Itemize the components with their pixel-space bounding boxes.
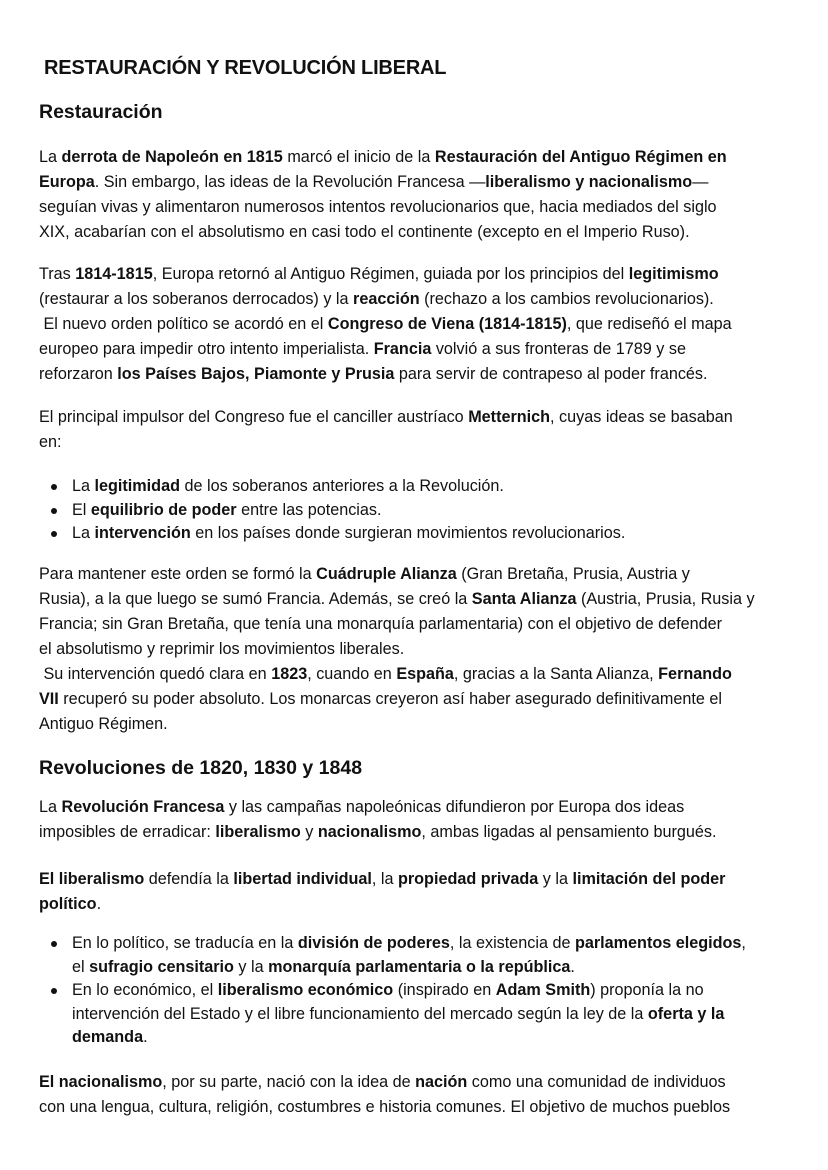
text-run: Tras	[39, 265, 76, 283]
bold-text: España	[396, 665, 454, 683]
text-run: y las campañas napoleónicas difundieron por Europa dos ideas	[224, 798, 685, 816]
text-run: y la	[233, 957, 269, 976]
bullet-icon	[51, 484, 57, 490]
paragraph	[39, 262, 732, 387]
list-item	[39, 522, 625, 546]
text-run: imposibles de erradicar:	[39, 823, 216, 841]
list-item	[39, 475, 625, 499]
text-run: En lo económico, el	[72, 981, 218, 999]
text-run: , gracias a la Santa Alianza,	[453, 665, 659, 683]
text-run: (rechazo a los cambios revolucionarios).	[419, 290, 714, 308]
bold-text: nación	[415, 1073, 468, 1091]
text-line	[39, 587, 755, 612]
text-run: , la	[371, 870, 398, 888]
text-run: Su intervención quedó clara en	[39, 665, 272, 683]
bold-text: liberalismo económico	[217, 981, 394, 999]
text-line	[72, 499, 625, 523]
text-line	[39, 430, 733, 455]
bold-text: oferta y la	[647, 1004, 725, 1023]
text-run: seguían vivas y alimentaron numerosos intentos revolucionarios que, hacia mediados del siglo	[39, 198, 717, 216]
text-run: ) proponía la no	[590, 981, 704, 999]
bold-text: legitimismo	[628, 265, 719, 283]
bold-text: Restauración del Antiguo Régimen en	[434, 148, 727, 166]
text-run: , Europa retornó al Antiguo Régimen, guiada por los principios del	[152, 265, 629, 283]
list-item	[39, 932, 746, 979]
text-line	[39, 637, 755, 662]
text-line	[39, 1070, 730, 1095]
text-line	[39, 262, 732, 287]
bold-text: Santa Alianza	[471, 590, 577, 608]
text-line	[39, 220, 727, 245]
text-line	[72, 475, 625, 499]
text-run: El principal impulsor del Congreso fue el canciller austríaco	[39, 408, 469, 426]
text-run: el	[72, 957, 90, 976]
bold-text: limitación del poder	[572, 870, 726, 888]
bold-text: sufragio censitario	[89, 957, 234, 976]
text-line	[39, 820, 717, 845]
bold-text: liberalismo y nacionalismo	[485, 173, 693, 191]
list-item	[39, 979, 746, 1050]
text-line	[39, 405, 733, 430]
text-run: En lo político, se traducía en la	[72, 934, 298, 952]
text-line	[39, 362, 732, 387]
text-run: , que rediseñó el mapa	[566, 315, 732, 333]
text-line	[39, 795, 717, 820]
text-run: (inspirado en	[393, 981, 496, 999]
text-run: y	[300, 823, 318, 841]
paragraph	[39, 562, 755, 737]
text-run: ,	[741, 934, 746, 952]
text-run: europeo para impedir otro intento imperialista.	[39, 340, 374, 358]
bold-text: demanda	[72, 1028, 144, 1046]
bold-text: propiedad privada	[397, 870, 539, 888]
text-run: La	[39, 148, 62, 166]
bold-text: Metternich	[468, 408, 551, 426]
text-run: defendía la	[144, 870, 234, 888]
text-run: en:	[39, 433, 62, 451]
text-run: , ambas ligadas al pensamiento burgués.	[421, 823, 717, 841]
paragraph	[39, 405, 733, 455]
text-run: reforzaron	[39, 365, 118, 383]
text-run: . Sin embargo, las ideas de la Revolución Francesa —	[94, 173, 486, 191]
bold-text: Revolución Francesa	[61, 798, 225, 816]
text-run: volvió a sus fronteras de 1789 y se	[431, 340, 686, 358]
text-run: Para mantener este orden se formó la	[39, 565, 317, 583]
bold-text: reacción	[353, 290, 420, 308]
text-run: el absolutismo y reprimir los movimientos liberales.	[39, 640, 405, 658]
paragraph	[39, 145, 727, 245]
bullet-list	[39, 475, 625, 546]
text-run: El	[72, 500, 91, 519]
paragraph	[39, 795, 717, 845]
text-line	[72, 979, 746, 1003]
text-run: La	[72, 524, 95, 542]
text-run: y la	[538, 870, 573, 888]
text-run: Rusia), a la que luego se sumó Francia. Además, se creó la	[39, 590, 472, 608]
bold-text: Fernando	[658, 665, 732, 683]
bold-text: Adam Smith	[495, 981, 591, 999]
text-run: intervención del Estado y el libre funcionamiento del mercado según la ley de la	[72, 1004, 648, 1023]
text-run: —	[692, 173, 709, 191]
bold-text: nacionalismo	[317, 823, 422, 841]
text-line	[72, 932, 746, 956]
bold-text: VII	[39, 690, 59, 708]
text-run: marcó el inicio de la	[282, 148, 435, 166]
text-line	[39, 662, 755, 687]
bold-text: monarquía parlamentaria o la república	[268, 957, 571, 976]
text-line	[39, 687, 755, 712]
text-run: .	[96, 895, 102, 913]
text-line	[39, 612, 755, 637]
section-heading: Restauración	[39, 101, 163, 123]
text-line	[39, 337, 732, 362]
text-line	[39, 1095, 730, 1120]
bullet-icon	[51, 531, 57, 537]
text-run: , por su parte, nació con la idea de	[162, 1073, 416, 1091]
text-run: La	[39, 798, 62, 816]
text-run: , cuando en	[307, 665, 397, 683]
text-line	[39, 867, 725, 892]
bold-text: El liberalismo	[39, 870, 145, 888]
text-line	[72, 522, 625, 546]
bold-text: El nacionalismo	[39, 1073, 163, 1091]
bold-text: 1823	[271, 665, 308, 683]
text-line	[39, 170, 727, 195]
bold-text: los Países Bajos, Piamonte y Prusia	[117, 365, 395, 383]
text-line	[39, 562, 755, 587]
paragraph	[39, 1070, 730, 1120]
text-run: en los países donde surgieran movimientos revolucionarios.	[190, 524, 626, 542]
bold-text: parlamentos elegidos	[574, 934, 742, 952]
text-line	[39, 287, 732, 312]
text-run: (restaurar a los soberanos derrocados) y la	[39, 290, 354, 308]
list-item	[39, 499, 625, 523]
bullet-icon	[51, 988, 57, 994]
text-line	[72, 1026, 746, 1050]
text-run: La	[72, 477, 95, 495]
bold-text: intervención	[94, 524, 191, 542]
text-line	[72, 956, 746, 980]
document-title: RESTAURACIÓN Y REVOLUCIÓN LIBERAL	[44, 57, 447, 79]
bold-text: Congreso de Viena (1814-1815)	[327, 315, 567, 333]
text-run: Antiguo Régimen.	[39, 715, 168, 733]
text-run: El nuevo orden político se acordó en el	[39, 315, 328, 333]
text-run: Francia; sin Gran Bretaña, que tenía una monarquía parlamentaria) con el objetivo de defender	[39, 615, 722, 633]
bold-text: político	[39, 895, 97, 913]
bold-text: liberalismo	[215, 823, 301, 841]
bullet-icon	[51, 941, 57, 947]
bold-text: 1814-1815	[75, 265, 153, 283]
text-run: con una lengua, cultura, religión, costumbres e historia comunes. El objetivo de muchos pueblos	[39, 1098, 731, 1116]
text-run: .	[143, 1028, 148, 1046]
text-run: recuperó su poder absoluto. Los monarcas creyeron así haber asegurado definitivamente el	[58, 690, 722, 708]
bold-text: derrota de Napoleón en 1815	[61, 148, 283, 166]
bullet-list	[39, 932, 746, 1050]
bullet-icon	[51, 508, 57, 514]
text-run: , cuyas ideas se basaban	[550, 408, 733, 426]
text-line	[39, 312, 732, 337]
text-line	[72, 1003, 746, 1027]
text-run: entre las potencias.	[236, 500, 382, 519]
text-run: (Austria, Prusia, Rusia y	[576, 590, 755, 608]
section-heading: Revoluciones de 1820, 1830 y 1848	[39, 757, 363, 779]
text-run: (Gran Bretaña, Prusia, Austria y	[456, 565, 690, 583]
text-run: de los soberanos anteriores a la Revolución.	[179, 477, 504, 495]
text-line	[39, 145, 727, 170]
bold-text: Cuádruple Alianza	[316, 565, 457, 583]
bold-text: legitimidad	[94, 477, 180, 495]
text-run: , la existencia de	[449, 934, 575, 952]
text-run: para servir de contrapeso al poder francés.	[394, 365, 708, 383]
bold-text: división de poderes	[297, 934, 450, 952]
bold-text: Francia	[373, 340, 432, 358]
text-run: como una comunidad de individuos	[467, 1073, 726, 1091]
bold-text: libertad individual	[233, 870, 372, 888]
bold-text: equilibrio de poder	[90, 500, 237, 519]
text-line	[39, 892, 725, 917]
text-run: XIX, acabarían con el absolutismo en casi todo el continente (excepto en el Imperio Ruso).	[39, 223, 690, 241]
bold-text: Europa	[39, 173, 95, 191]
text-run: .	[570, 957, 575, 976]
paragraph	[39, 867, 725, 917]
text-line	[39, 195, 727, 220]
text-line	[39, 712, 755, 737]
